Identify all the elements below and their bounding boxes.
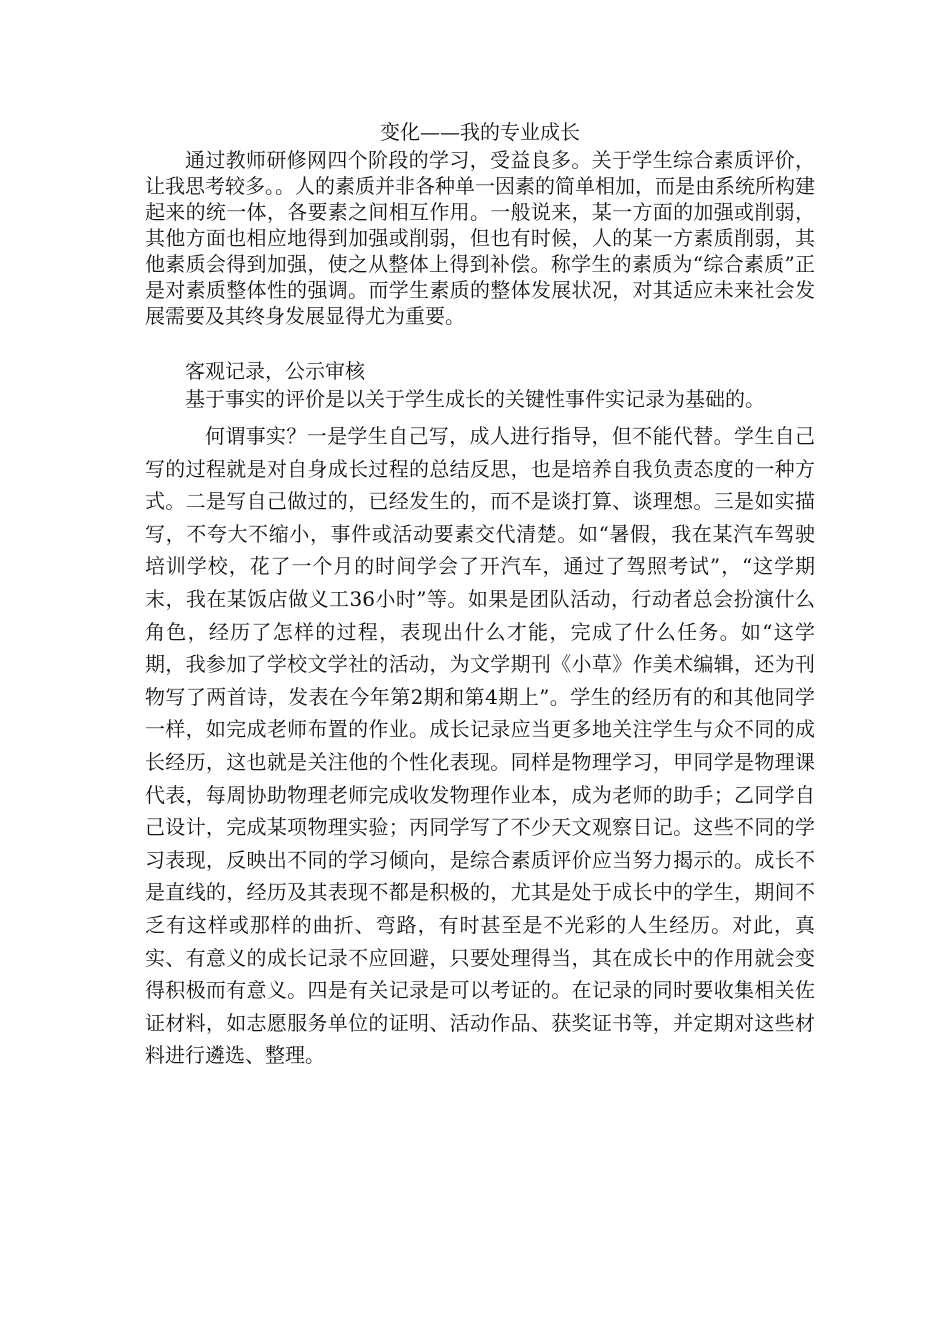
document-title: 变化——我的专业成长 [380, 120, 580, 144]
document-body [145, 120, 815, 1072]
paragraph-intro: 通过教师研修网四个阶段的学习，受益良多。关于学生综合素质评价，让我思考较多。。人的素质并非各种单一因素的简单相加，而是由系统所构建起来的统一体，各要素之间相互作用。一般说来，某一方面的加强或削弱，其他方面也相应地得到加强或削弱，但也有时候，人的某一方素质削弱，其他素质会得到加强，使之从整体上得到补偿。称学生的素质为“综合素质”正是对素质整体性的强调。而学生素质的整体发展状况，对其适应未来社会发展需要及其终身发展显得尤为重要。 [145, 148, 815, 328]
paragraph-what-is-fact: 何谓事实？一是学生自己写，成人进行指导，但不能代替。学生自己写的过程就是对自身成长过程的总结反思，也是培养自我负责态度的一种方式。二是写自己做过的，已经发生的，而不是谈打算、谈理想。三是如实描写，不夸大不缩小，事件或活动要素交代清楚。如“暑假，我在某汽车驾驶培训学校，花了一个月的时间学会了开汽车，通过了驾照考试”，“这学期末，我在某饭店做义工36小时”等。如果是团队活动，行动者总会扮演什么角色，经历了怎样的过程，表现出什么才能，完成了什么任务。如“这学期，我参加了学校文学社的活动，为文学期刊《小草》作美术编辑，还为刊物写了两首诗，发表在今年第2期和第4期上”。学生的经历有的和其他同学一样，如完成老师布置的作业。成长记录应当更多地关注学生与众不同的成长经历，这也就是关注他的个性化表现。同样是物理学习，甲同学是物理课代表，每周协助物理老师完成收发物理作业本，成为老师的助手；乙同学自己设计，完成某项物理实验；丙同学写了不少天文观察日记。这些不同的学习表现，反映出不同的学习倾向，是综合素质评价应当努力揭示的。成长不是直线的，经历及其表现不都是积极的，尤其是处于成长中的学生，期间不乏有这样或那样的曲折、弯路，有时甚至是不光彩的人生经历。对此，真实、有意义的成长记录不应回避，只要处理得当，其在成长中的作用就会变得积极而有意义。四是有关记录是可以考证的。在记录的同时要收集相关佐证材料，如志愿服务单位的证明、活动作品、获奖证书等，并定期对这些材料进行遴选、整理。 [145, 424, 815, 1068]
section-heading: 客观记录，公示审核 [185, 359, 365, 383]
paragraph-fact-basis: 基于事实的评价是以关于学生成长的关键性事件实记录为基础的。 [185, 387, 765, 411]
